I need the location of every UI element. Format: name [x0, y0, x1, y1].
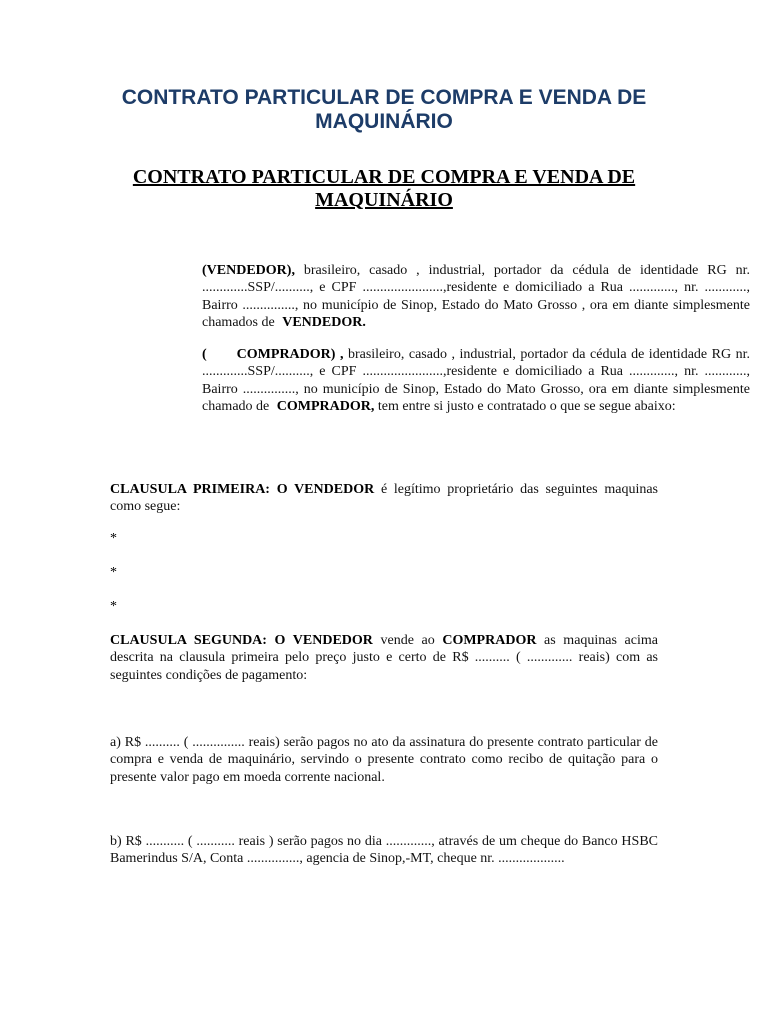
seller-role: VENDEDOR.: [282, 315, 366, 331]
clause-one: [110, 481, 658, 516]
clause-two-text-2: as maquinas acima descrita na clausula primeira pelo preço justo e certo de R$ .......... ( ............. reais) com as seguintes condições de pagamento:: [110, 633, 658, 683]
buyer-open-paren: (: [202, 347, 207, 362]
machine-bullet-1: *: [110, 531, 117, 546]
clause-one-label: CLAUSULA PRIMEIRA: O VENDEDOR: [110, 482, 375, 497]
document-subtitle: CONTRATO PARTICULAR DE COMPRA E VENDA DE MAQUINÁRIO: [132, 166, 636, 211]
buyer-role: COMPRADOR,: [276, 399, 375, 415]
clause-two-label: CLAUSULA SEGUNDA: O VENDEDOR: [110, 633, 373, 648]
clause-two-buyer: COMPRADOR: [442, 633, 537, 648]
seller-paragraph: [110, 262, 750, 332]
clause-two: [110, 632, 658, 684]
payment-item-a: a) R$ .......... ( ............... reais) serão pagos no ato da assinatura do presente contrato particular de compra e venda de maquinário, servindo o presente contrato como recibo de quitação para o presente valor pago em moeda corrente nacional.: [110, 735, 658, 785]
machine-bullet-3: *: [110, 599, 117, 614]
clause-two-text-1: vende ao: [372, 633, 443, 648]
document-title: CONTRATO PARTICULAR DE COMPRA E VENDA DE MAQUINÁRIO: [121, 86, 647, 133]
seller-party-label: (VENDEDOR),: [202, 263, 295, 278]
buyer-paragraph-text: brasileiro, casado , industrial, portador da cédula de identidade RG nr. .............SSP/.........., e CPF .......................,residente e domiciliado a Rua ............., nr. ............, Bairro ..............., no município de Sinop, Estado do Mato Grosso, ora em diante simplesmente chamado de: [202, 347, 750, 415]
buyer-paragraph-tail: tem entre si justo e contratado o que se segue abaixo:: [374, 399, 676, 415]
clause-one-text: é legítimo proprietário das seguintes maquinas como segue:: [110, 482, 658, 515]
payment-item-b: b) R$ ........... ( ........... reais ) serão pagos no dia ............., através de um cheque do Banco HSBC Bamerindus S/A, Conta ..............., agencia de Sinop,-MT, cheque nr. ...................: [110, 834, 658, 867]
buyer-paragraph: [110, 346, 750, 416]
buyer-party-label: COMPRADOR) ,: [236, 347, 344, 362]
seller-paragraph-text: brasileiro, casado , industrial, portador da cédula de identidade RG nr. .............SSP/.........., e CPF .......................,residente e domiciliado a Rua ............., nr. ............, Bairro ..............., no município de Sinop, Estado do Mato Grosso , ora em diante simplesmente chamados de: [202, 263, 750, 331]
machine-bullet-2: *: [110, 565, 117, 580]
